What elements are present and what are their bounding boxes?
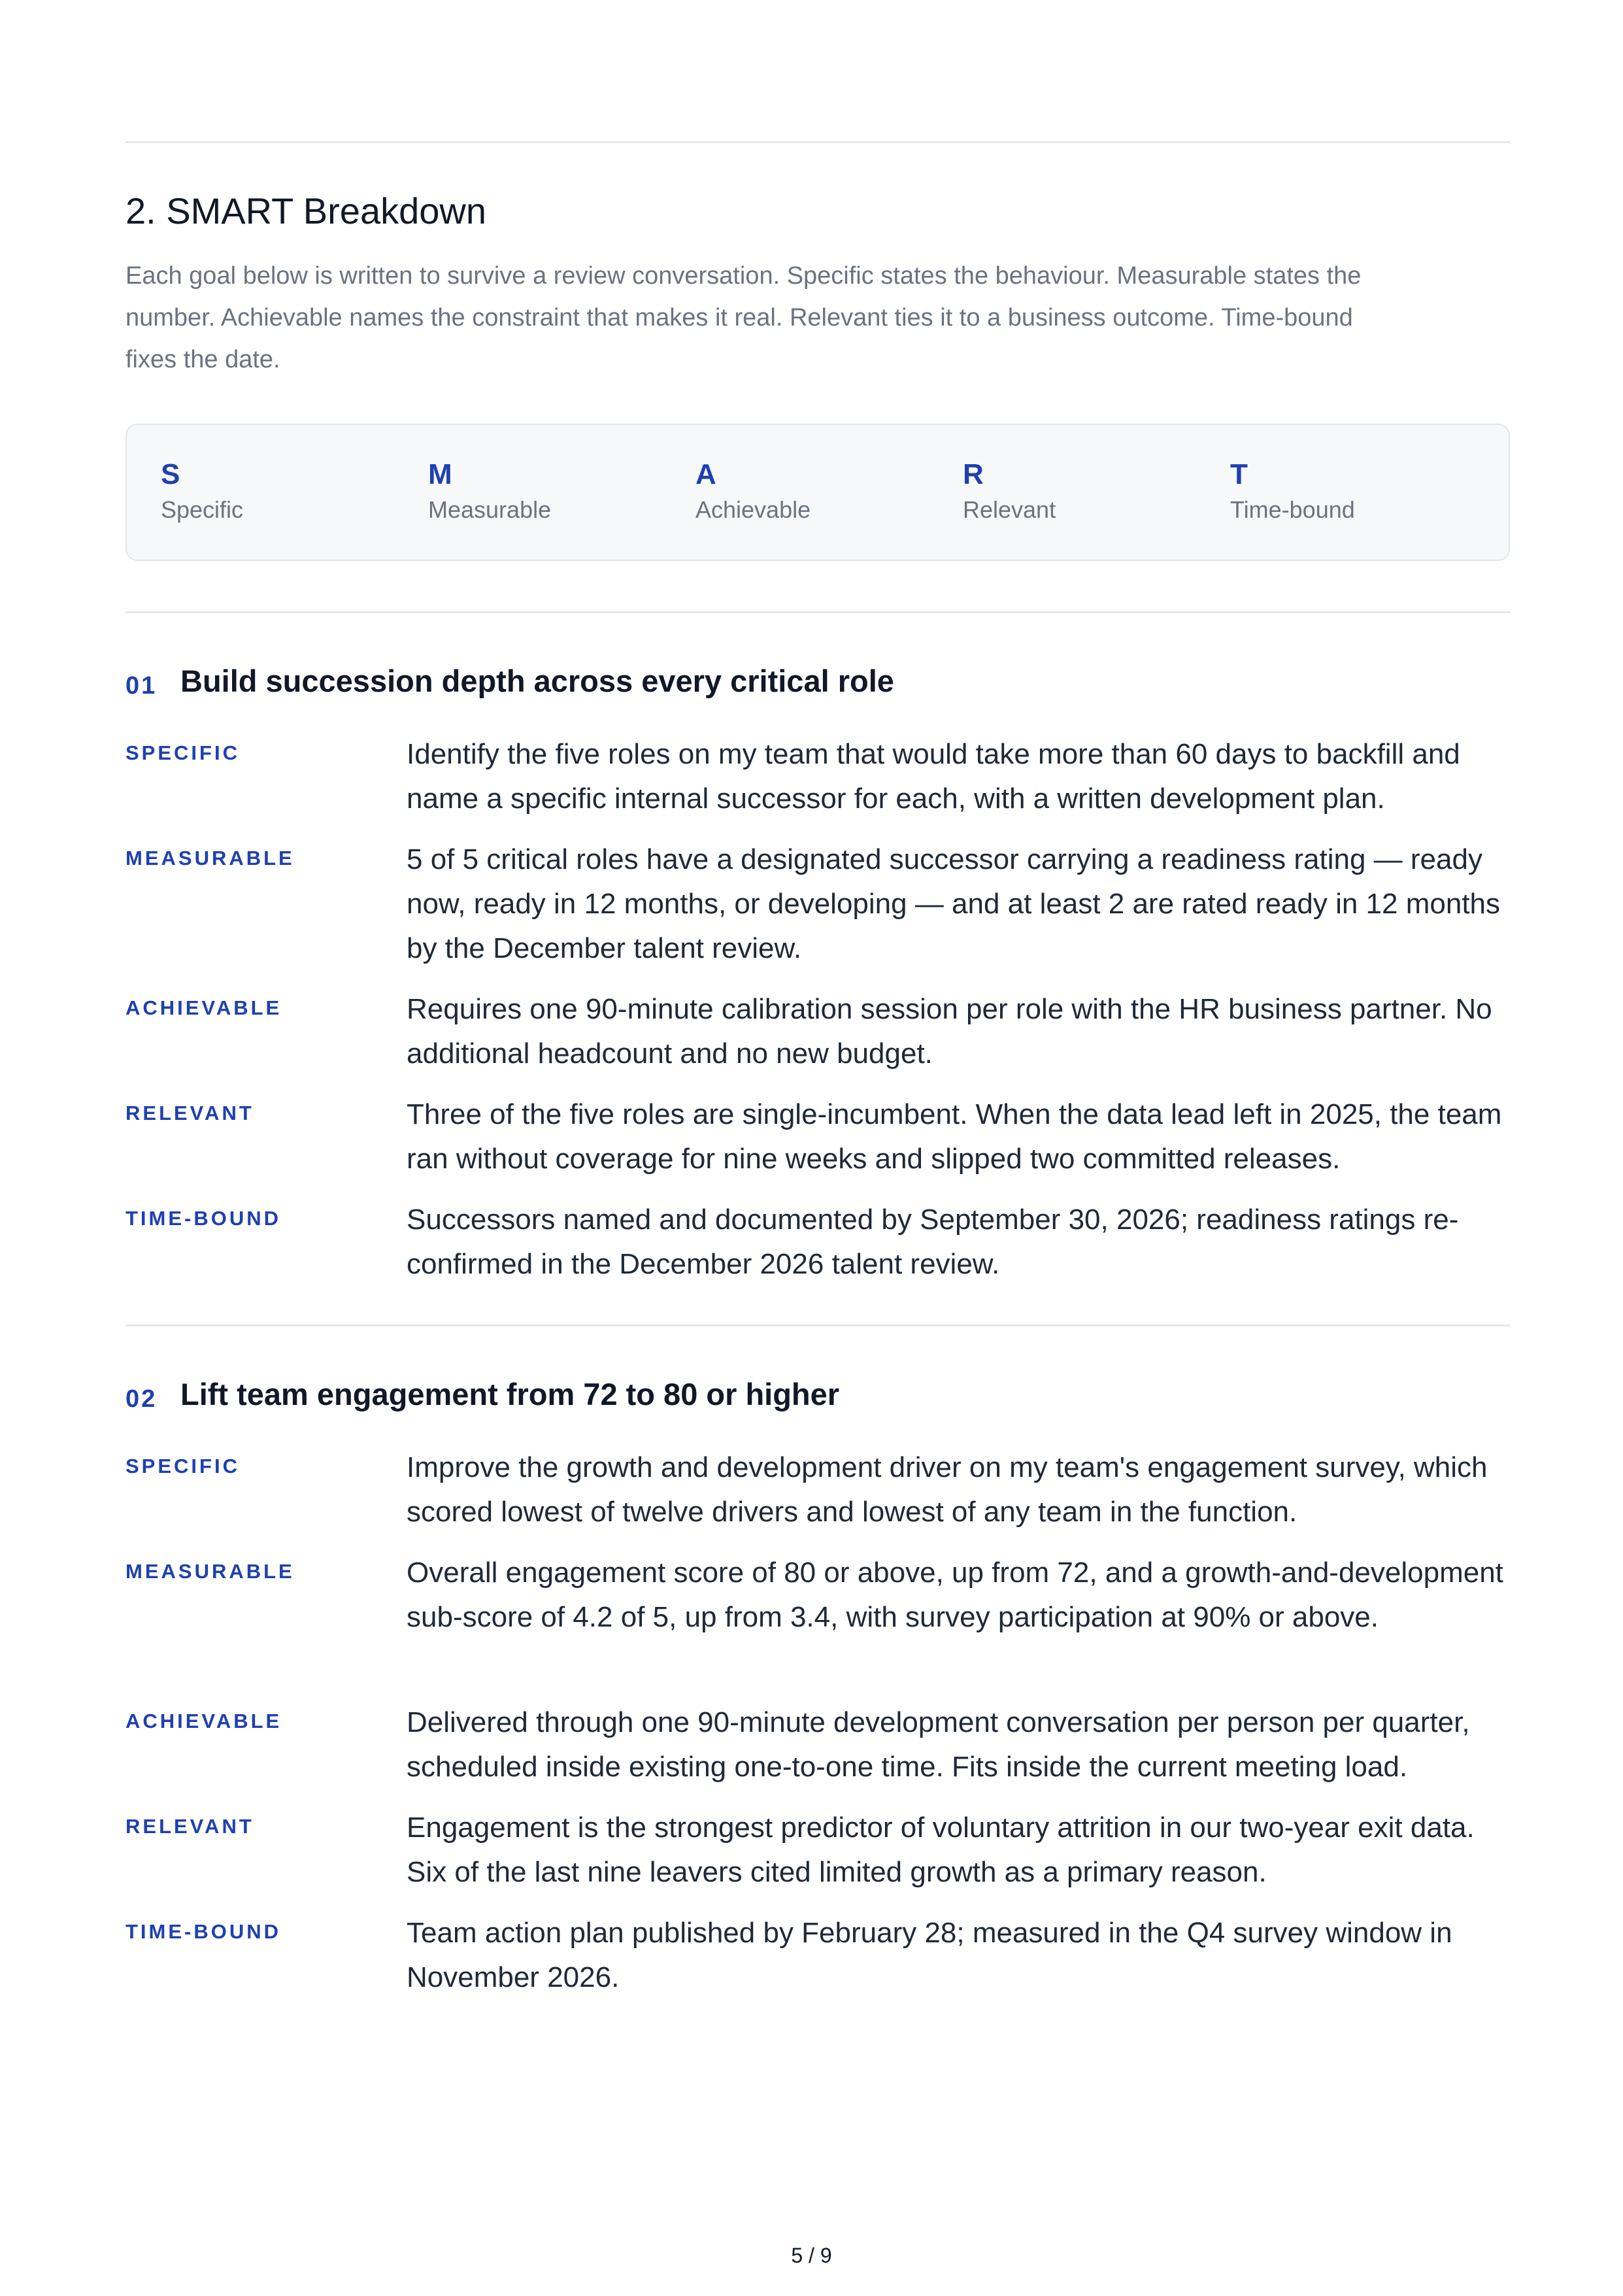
row-label: SPECIFIC [125, 741, 240, 764]
row-label: MEASURABLE [125, 1560, 295, 1583]
row-label: ACHIEVABLE [125, 996, 282, 1019]
row-text: Overall engagement score of 80 or above, up from 72, and a growth-and-development sub-score of 4.2 of 5, up from 3.4, with survey participation at 90% or above. [407, 1557, 1503, 1633]
smart-item-t [1230, 458, 1355, 528]
row-text: Improve the growth and development driver on my team's engagement survey, which scored lowest of twelve drivers and lowest of any team in the function. [407, 1451, 1488, 1528]
smart-letter: M [428, 458, 452, 490]
row-text: Team action plan published by February 28; measured in the Q4 survey window in November 2026. [407, 1917, 1452, 1993]
row-label: RELEVANT [125, 1102, 254, 1124]
row-label: TIME-BOUND [125, 1207, 282, 1230]
smart-letter: T [1230, 458, 1248, 490]
row-label: MEASURABLE [125, 847, 295, 869]
divider [125, 1325, 1510, 1326]
row-text: 5 of 5 critical roles have a designated successor carrying a readiness rating — ready now, ready in 12 months, or developing — and at least 2 are rated ready in 12 months by the December talent review. [407, 843, 1501, 964]
row-label: SPECIFIC [125, 1455, 240, 1477]
section-intro: Each goal below is written to survive a review conversation. Specific states the behaviour. Measurable states the number. Achievable names the constraint that makes it real. Relevant ties it to a business outcome. Time-bound fixes the date. [125, 262, 1362, 373]
row-label: RELEVANT [125, 1815, 254, 1838]
row-text: Engagement is the strongest predictor of voluntary attrition in our two-year exit data. Six of the last nine leavers cited limited growth as a primary reason. [407, 1812, 1475, 1888]
smart-word: Relevant [963, 496, 1056, 523]
row-text: Delivered through one 90-minute development conversation per person per quarter, scheduled inside existing one-to-one time. Fits inside the current meeting load. [407, 1706, 1470, 1783]
top-divider [125, 141, 1510, 143]
goal-title: Lift team engagement from 72 to 80 or higher [180, 1377, 840, 1411]
row-label: ACHIEVABLE [125, 1710, 282, 1732]
smart-word: Achievable [695, 496, 811, 523]
smart-item-r [963, 458, 1056, 528]
goal-number: 01 [125, 672, 158, 700]
smart-letter: A [695, 458, 716, 490]
goal-number: 02 [125, 1385, 158, 1413]
smart-letter: S [161, 458, 180, 490]
section-title: 2. SMART Breakdown [125, 190, 486, 231]
smart-word: Measurable [428, 496, 552, 523]
smart-item-m [428, 458, 551, 528]
goal-title: Build succession depth across every critical role [180, 664, 894, 698]
row-text: Identify the five roles on my team that would take more than 60 days to backfill and name a specific internal successor for each, with a written development plan. [407, 738, 1460, 815]
smart-word: Specific [161, 496, 244, 523]
row-label: TIME-BOUND [125, 1920, 282, 1943]
smart-legend [125, 424, 1510, 561]
smart-item-s [161, 458, 243, 528]
document-page [125, 0, 1510, 2296]
divider [125, 611, 1510, 613]
row-text: Successors named and documented by September 30, 2026; readiness ratings re-confirmed in the December 2026 talent review. [407, 1204, 1459, 1280]
smart-item-a [695, 458, 811, 528]
smart-letter: R [963, 458, 984, 490]
row-text: Requires one 90-minute calibration session per role with the HR business partner. No additional headcount and no new budget. [407, 993, 1492, 1070]
row-text: Three of the five roles are single-incumbent. When the data lead left in 2025, the team ran without coverage for nine weeks and slipped two committed releases. [407, 1098, 1502, 1175]
page-number: 5 / 9 [791, 2244, 832, 2267]
smart-word: Time-bound [1230, 496, 1355, 523]
